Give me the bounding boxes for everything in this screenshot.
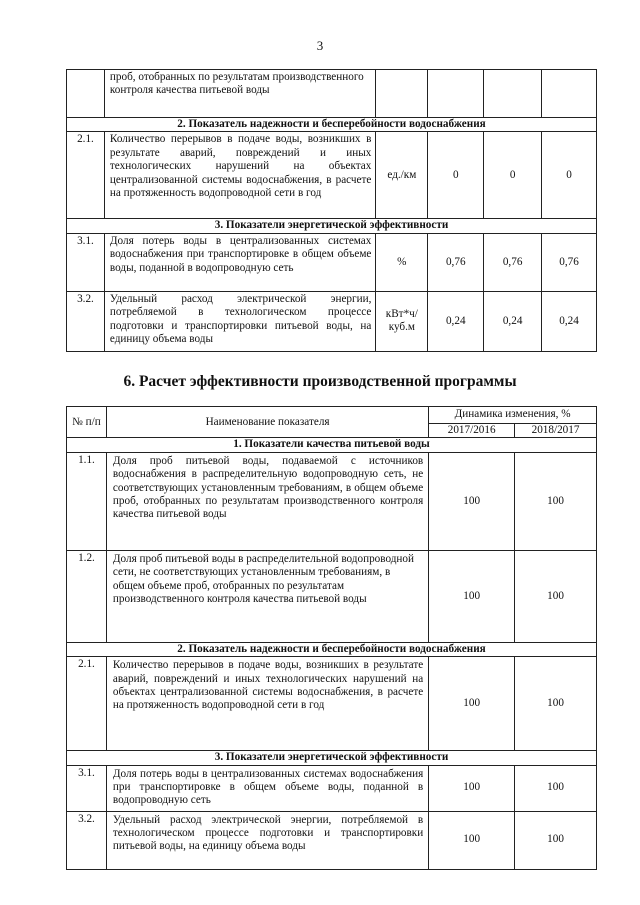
table-row bbox=[67, 657, 597, 751]
section-row bbox=[67, 642, 597, 656]
table-row bbox=[67, 811, 597, 869]
section-row bbox=[67, 118, 597, 132]
row-number: 1.1. bbox=[67, 452, 107, 550]
indicator-value: 100 bbox=[515, 765, 597, 811]
row-number: 3.2. bbox=[67, 291, 105, 351]
row-number: 1.2. bbox=[67, 550, 107, 642]
indicator-value: 100 bbox=[429, 811, 515, 869]
indicator-unit: ед./км bbox=[376, 132, 428, 219]
section-row bbox=[67, 438, 597, 452]
header-year: 2018/2017 bbox=[515, 424, 597, 438]
indicator-value: 0,76 bbox=[428, 233, 484, 291]
indicator-value: 0,76 bbox=[542, 233, 597, 291]
indicator-name: Доля проб питьевой воды в распределительной водопроводной сети, не соответствующих установленным требованиям, в общем объеме проб, отобранных по результатам производственного контроля качества питьевой воды bbox=[106, 550, 428, 642]
table-row bbox=[67, 550, 597, 642]
indicator-value: 0 bbox=[542, 132, 597, 219]
indicator-name: Доля проб питьевой воды, подаваемой с источников водоснабжения в распределительную водопроводную сеть, не соответствующих установленным требованиям, в общем объеме проб, отобранных по результатам производственного контроля качества питьевой воды bbox=[106, 452, 428, 550]
indicator-value: 0,24 bbox=[484, 291, 542, 351]
indicator-value: 0 bbox=[484, 132, 542, 219]
indicator-unit: % bbox=[376, 233, 428, 291]
section-title: 1. Показатели качества питьевой воды bbox=[67, 438, 597, 452]
header-row bbox=[67, 407, 597, 424]
section-title: 2. Показатель надежности и бесперебойности водоснабжения bbox=[67, 118, 597, 132]
indicator-value: 100 bbox=[429, 550, 515, 642]
section-title: 3. Показатели энергетической эффективности bbox=[67, 219, 597, 233]
indicator-value: 100 bbox=[515, 452, 597, 550]
indicator-value: 100 bbox=[515, 550, 597, 642]
row-number: 2.1. bbox=[67, 657, 107, 751]
indicator-name: Удельный расход электрической энергии, потребляемой в технологическом процессе подготовки и транспортировки питьевой воды, на единицу объема воды bbox=[104, 291, 375, 351]
indicator-name: Количество перерывов в подаче воды, возникших в результате аварий, повреждений и иных технологических нарушений на объектах централизованной системы водоснабжения, в расчете на протяженность водопроводной сети в год bbox=[106, 657, 428, 751]
row-number bbox=[67, 70, 105, 118]
section-title: 2. Показатель надежности и бесперебойности водоснабжения bbox=[67, 642, 597, 656]
table-row bbox=[67, 452, 597, 550]
page-number: 3 bbox=[316, 38, 324, 53]
indicator-value: 100 bbox=[429, 452, 515, 550]
header-year: 2017/2016 bbox=[429, 424, 515, 438]
indicator-value: 100 bbox=[429, 765, 515, 811]
table-row bbox=[67, 291, 597, 351]
indicator-value: 0,76 bbox=[484, 233, 542, 291]
table-row bbox=[67, 70, 597, 118]
section-row bbox=[67, 219, 597, 233]
section-title: 3. Показатели энергетической эффективности bbox=[67, 751, 597, 765]
indicator-value: 100 bbox=[515, 811, 597, 869]
indicator-name: Количество перерывов в подаче воды, возникших в результате аварий, повреждений и иных технологических нарушений на объектах централизованной системы водоснабжения, в расчете на протяженность водопроводной сети в год bbox=[104, 132, 375, 219]
indicator-value bbox=[484, 70, 542, 118]
indicator-name: Удельный расход электрической энергии, потребляемой в технологическом процессе подготовки и транспортировки питьевой воды, на единицу объема воды bbox=[106, 811, 428, 869]
row-number: 3.1. bbox=[67, 233, 105, 291]
indicator-value: 0 bbox=[428, 132, 484, 219]
indicator-value: 100 bbox=[515, 657, 597, 751]
table-row bbox=[67, 765, 597, 811]
row-number: 3.1. bbox=[67, 765, 107, 811]
efficiency-table bbox=[66, 406, 597, 870]
header-dynamics: Динамика изменения, % bbox=[429, 407, 597, 424]
table-row bbox=[67, 132, 597, 219]
row-number: 2.1. bbox=[67, 132, 105, 219]
indicator-value bbox=[542, 70, 597, 118]
row-number: 3.2. bbox=[67, 811, 107, 869]
indicator-value bbox=[428, 70, 484, 118]
indicator-value: 100 bbox=[429, 657, 515, 751]
indicator-name: проб, отобранных по результатам производственного контроля качества питьевой воды bbox=[104, 70, 375, 118]
header-name: Наименование показателя bbox=[106, 407, 428, 438]
indicators-table bbox=[66, 69, 597, 352]
indicator-name: Доля потерь воды в централизованных системах водоснабжения при транспортировке в общем объеме воды, поданной в водопроводную сеть bbox=[106, 765, 428, 811]
section-row bbox=[67, 751, 597, 765]
indicator-name: Доля потерь воды в централизованных системах водоснабжения при транспортировке в общем объеме воды, поданной в водопроводную сеть bbox=[104, 233, 375, 291]
indicator-value: 0,24 bbox=[428, 291, 484, 351]
indicator-unit: кВт*ч/ куб.м bbox=[376, 291, 428, 351]
table-row bbox=[67, 233, 597, 291]
indicator-value: 0,24 bbox=[542, 291, 597, 351]
section-heading: 6. Расчет эффективности производственной программы bbox=[123, 373, 517, 390]
header-num: № п/п bbox=[67, 407, 107, 438]
indicator-unit bbox=[376, 70, 428, 118]
